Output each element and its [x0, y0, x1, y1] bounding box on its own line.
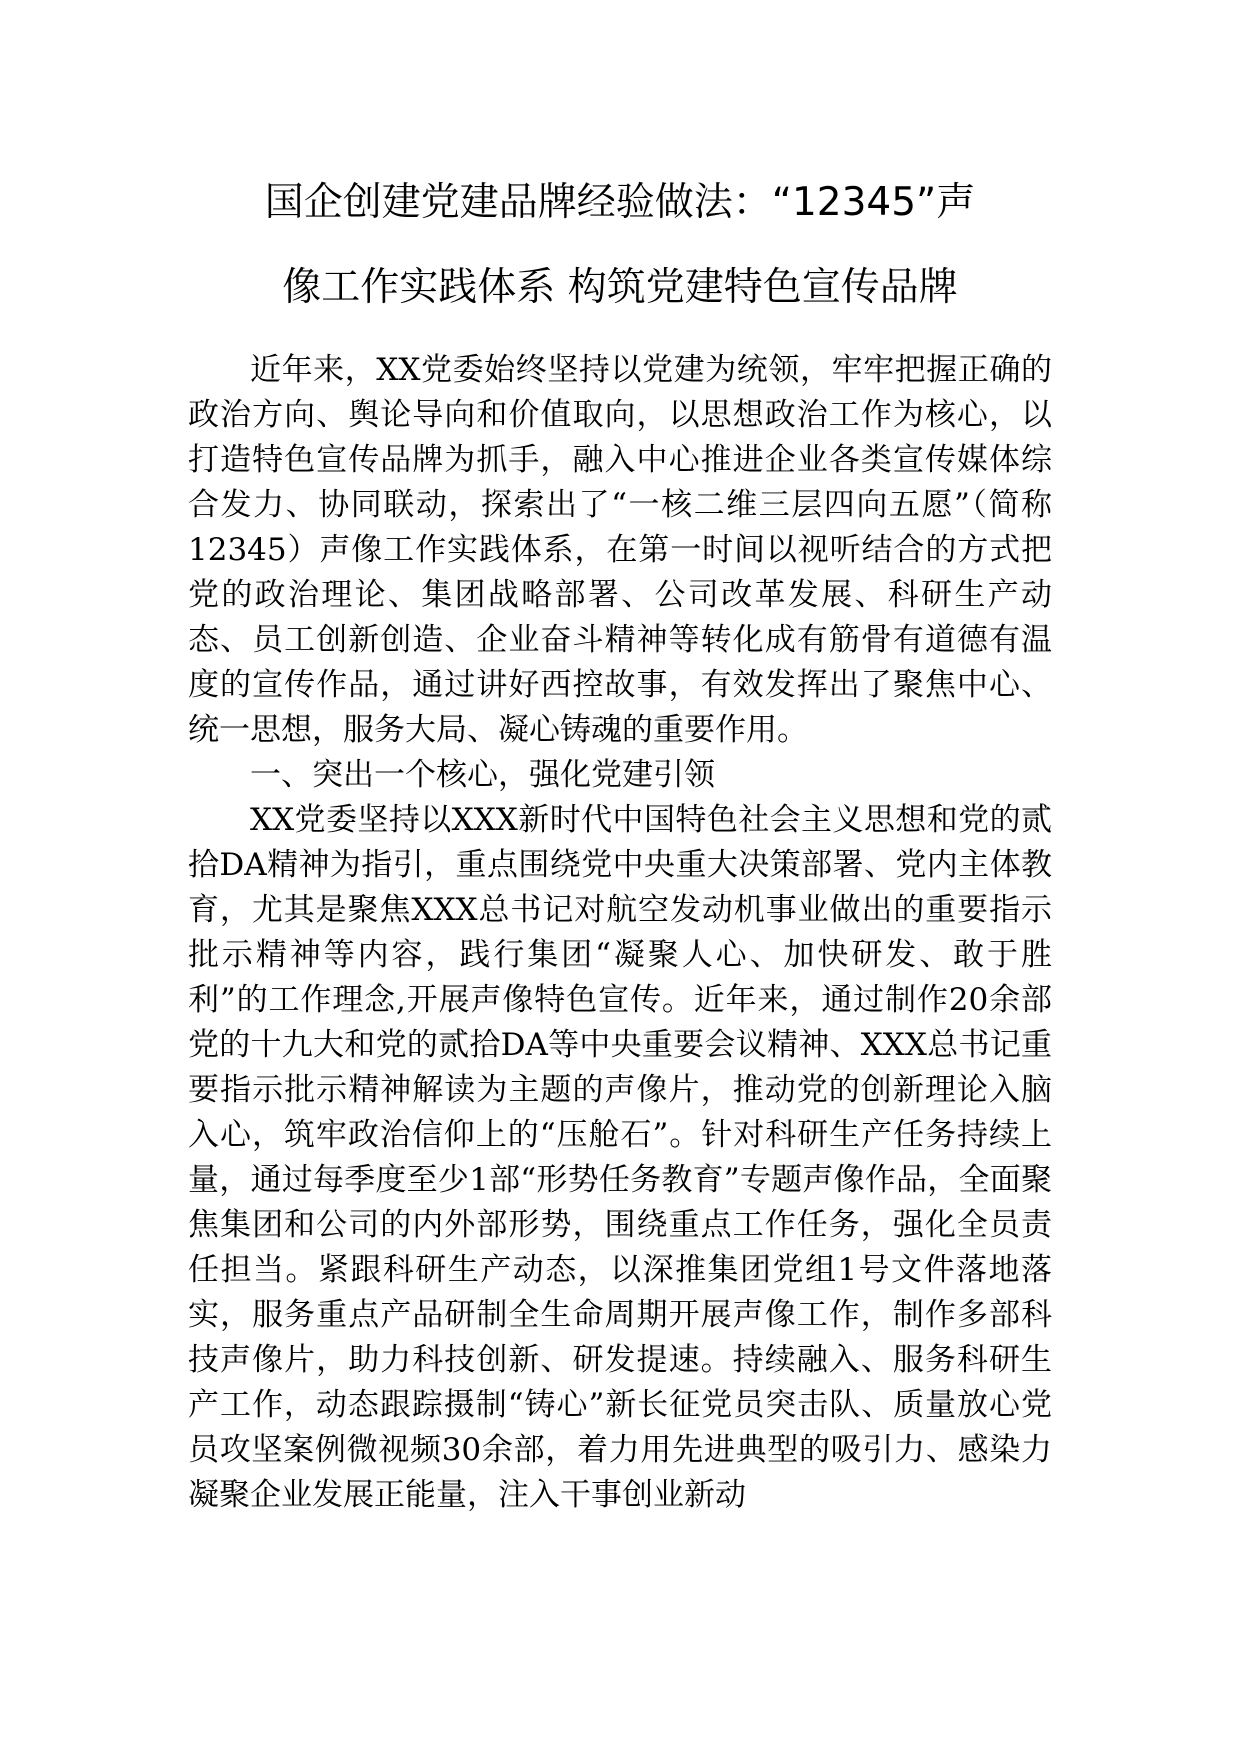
section-1-paragraph: XX党委坚持以XXX新时代中国特色社会主义思想和党的贰拾DA精神为指引，重点围绕党中央重大决策部署、党内主体教育，尤其是聚焦XXX总书记对航空发动机事业做出的重要指示批示精神等内容，践行集团“凝聚人心、加快研发、敢于胜利”的工作理念,开展声像特色宣传。近年来，通过制作20余部党的十九大和党的贰拾DA等中央重要会议精神、XXX总书记重要指示批示精神解读为主题的声像片，推动党的创新理论入脑入心，筑牢政治信仰上的“压舱石”。针对科研生产任务持续上量，通过每季度至少1部“形势任务教育”专题声像作品，全面聚焦集团和公司的内外部形势，围绕重点工作任务，强化全员责任担当。紧跟科研生产动态，以深推集团党组1号文件落地落实，服务重点产品研制全生命周期开展声像工作，制作多部科技声像片，助力科技创新、研发提速。持续融入、服务科研生产工作，动态跟踪摄制“铸心”新长征党员突击队、质量放心党员攻坚案例微视频30余部，着力用先进典型的吸引力、感染力凝聚企业发展正能量，注入干事创业新动: [188, 802, 1052, 1513]
section-1-heading: 一、突出一个核心，强化党建引领: [250, 757, 715, 793]
document-page: [188, 160, 1052, 1518]
intro-paragraph: 近年来，XX党委始终坚持以党建为统领，牢牢把握正确的政治方向、舆论导向和价值取向，以思想政治工作为核心，以打造特色宣传品牌为抓手，融入中心推进企业各类宣传媒体综合发力、协同联动，探索出了“一核二维三层四向五愿”（简称12345）声像工作实践体系，在第一时间以视听结合的方式把党的政治理论、集团战略部署、公司改革发展、科研生产动态、员工创新创造、企业奋斗精神等转化成有筋骨有道德有温度的宣传作品，通过讲好西控故事，有效发挥出了聚焦中心、统一思想，服务大局、凝心铸魂的重要作用。: [188, 352, 1052, 748]
title-line-1: 国企创建党建品牌经验做法：“12345”声: [264, 180, 976, 225]
title-line-2: 像工作实践体系 构筑党建特色宣传品牌: [282, 265, 958, 310]
document-title: [188, 160, 1052, 330]
